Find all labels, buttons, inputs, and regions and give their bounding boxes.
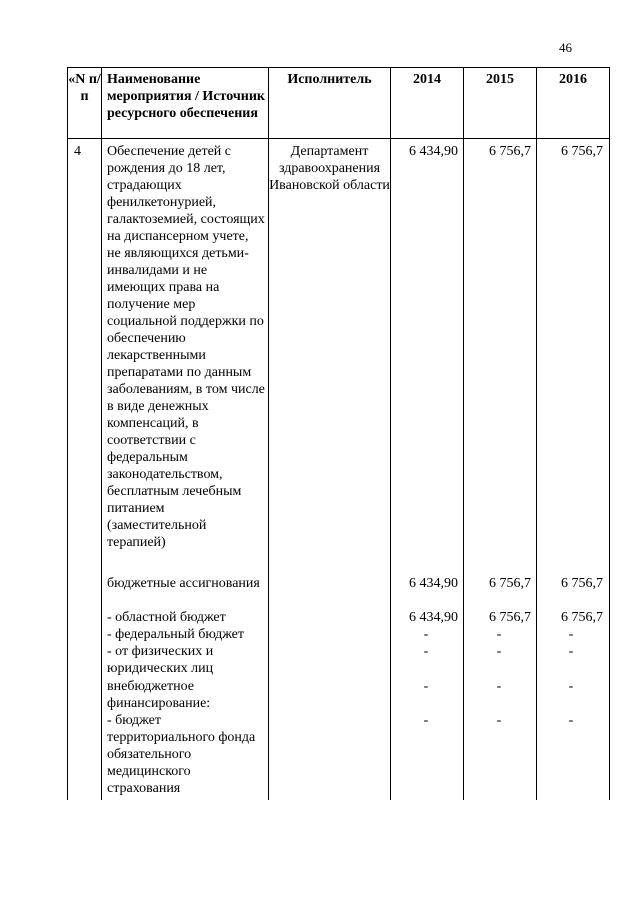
source-value-2015: -: [496, 627, 502, 642]
source-value-2016: -: [568, 713, 574, 728]
source-label: - федеральный бюджет: [107, 627, 245, 642]
source-value-2015: -: [496, 713, 502, 728]
source-value-2015: 6 756,7: [489, 576, 531, 591]
page-number: 46: [559, 40, 572, 55]
source-label: - бюджет территориального фонда обязательного медицинского страхования: [107, 713, 256, 796]
header-name: Наименование мероприятия / Источник ресурсного обеспечения: [107, 72, 265, 121]
source-value-2014: 6 434,90: [409, 576, 458, 591]
source-value-2014: 6 434,90: [409, 610, 458, 625]
source-label: внебюджетное финансирование:: [107, 679, 211, 711]
row-value-2014: 6 434,90: [409, 144, 458, 159]
source-value-2016: 6 756,7: [561, 610, 603, 625]
row-name: Обеспечение детей с рождения до 18 лет, страдающих фенилкетонурией, галактоземией, состоящих на диспансерном учете, не являющихся детьми-инвалидами и не имеющих права на получение мер социальной поддержки по обеспечению лекарственными препаратами по данным заболеваниям, в том числе в виде денежных компенсаций, в соответствии с федеральным законодательством, бесплатным лечебным питанием (заместительной терапией): [107, 144, 265, 550]
source-value-2016: 6 756,7: [561, 576, 603, 591]
source-value-2014: -: [423, 679, 429, 694]
header-executor: Исполнитель: [287, 72, 372, 87]
header-2016: 2016: [559, 72, 587, 87]
row-executor: Департамент здравоохранения Ивановской области: [269, 144, 390, 193]
source-value-2015: -: [496, 679, 502, 694]
source-value-2014: -: [423, 713, 429, 728]
source-value-2016: -: [568, 679, 574, 694]
source-value-2015: 6 756,7: [489, 610, 531, 625]
source-value-2016: -: [568, 644, 574, 659]
header-number: «N п/п: [68, 72, 101, 104]
row-value-2015: 6 756,7: [489, 144, 531, 159]
source-value-2015: -: [496, 644, 502, 659]
source-value-2014: -: [423, 644, 429, 659]
source-value-2016: -: [568, 627, 574, 642]
header-2015: 2015: [486, 72, 514, 87]
source-label: бюджетные ассигнования: [107, 576, 260, 591]
source-label: - от физических и юридических лиц: [107, 644, 214, 676]
source-value-2014: -: [423, 627, 429, 642]
header-2014: 2014: [413, 72, 441, 87]
row-value-2016: 6 756,7: [561, 144, 603, 159]
source-label: - областной бюджет: [107, 610, 226, 625]
row-number: 4: [74, 144, 81, 159]
